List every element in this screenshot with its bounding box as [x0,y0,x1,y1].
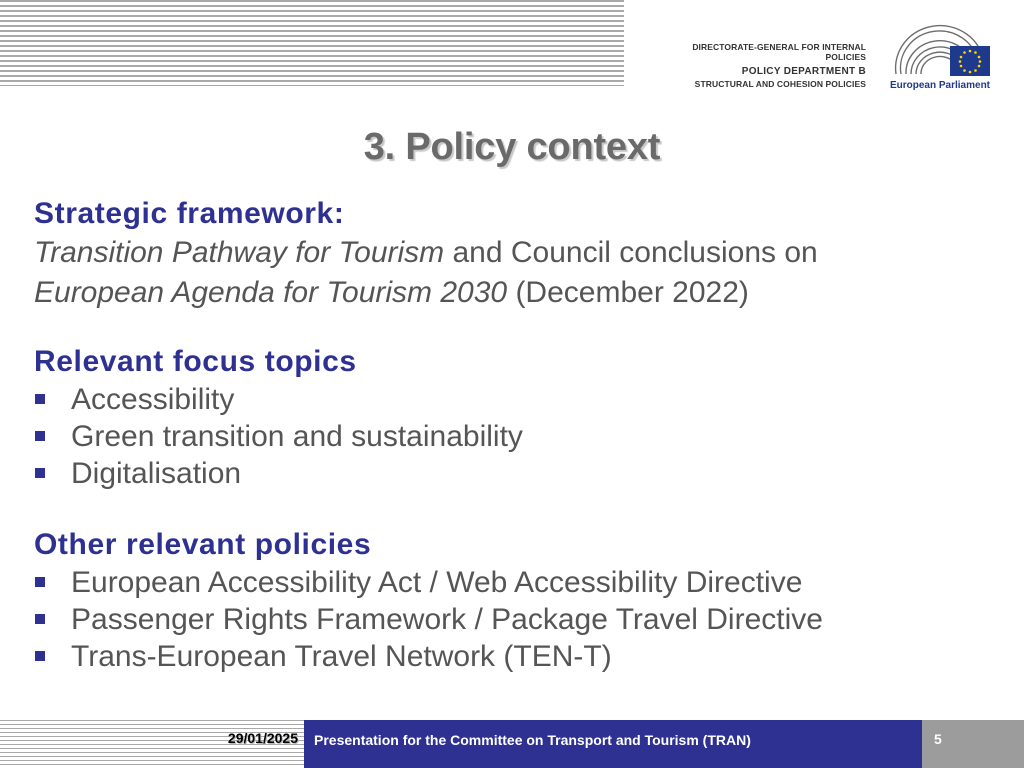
strategic-framework-line-2 [34,273,1004,313]
list-item: Green transition and sustainability [34,418,1004,455]
directorate-title: DIRECTORATE-GENERAL FOR INTERNAL POLICIES [692,42,866,63]
other-policies-heading: Other relevant policies [34,528,372,561]
list-item: Passenger Rights Framework / Package Travel Directive [34,601,1004,638]
transition-pathway-title: Transition Pathway for Tourism [34,236,445,269]
focus-topics-heading: Relevant focus topics [34,345,357,378]
footer-stripes [0,720,304,768]
list-item: Trans-European Travel Network (TEN-T) [34,638,1004,675]
page-number: 5 [934,731,942,747]
header-stripes [0,0,624,86]
list-item: European Accessibility Act / Web Accessibility Directive [34,564,1004,601]
list-item: Accessibility [34,381,1004,418]
council-conclusions-text: and Council conclusions on [444,236,818,269]
footer-date: 29/01/2025 [227,730,298,746]
footer-caption: Presentation for the Committee on Transport and Tourism (TRAN) [314,732,751,748]
slide-title: 3. Policy context [363,126,661,168]
other-policies-list [34,564,1004,675]
focus-topics-list [34,381,1004,492]
slide-body [34,195,1004,675]
page-number-box [922,720,1024,768]
department-title: POLICY DEPARTMENT B [741,66,866,78]
strategic-framework-line-1 [34,233,1004,273]
december-date-text: (December 2022) [507,276,749,309]
directorate-label [664,42,866,90]
list-item: Digitalisation [34,455,1004,492]
european-parliament-name: European Parliament [889,80,991,91]
footer-caption-bar [304,720,922,768]
strategic-framework-heading: Strategic framework: [34,197,345,230]
slide-footer [0,720,1024,768]
agenda-tourism-title: European Agenda for Tourism 2030 [34,276,508,309]
department-subtitle: STRUCTURAL AND COHESION POLICIES [694,79,866,90]
